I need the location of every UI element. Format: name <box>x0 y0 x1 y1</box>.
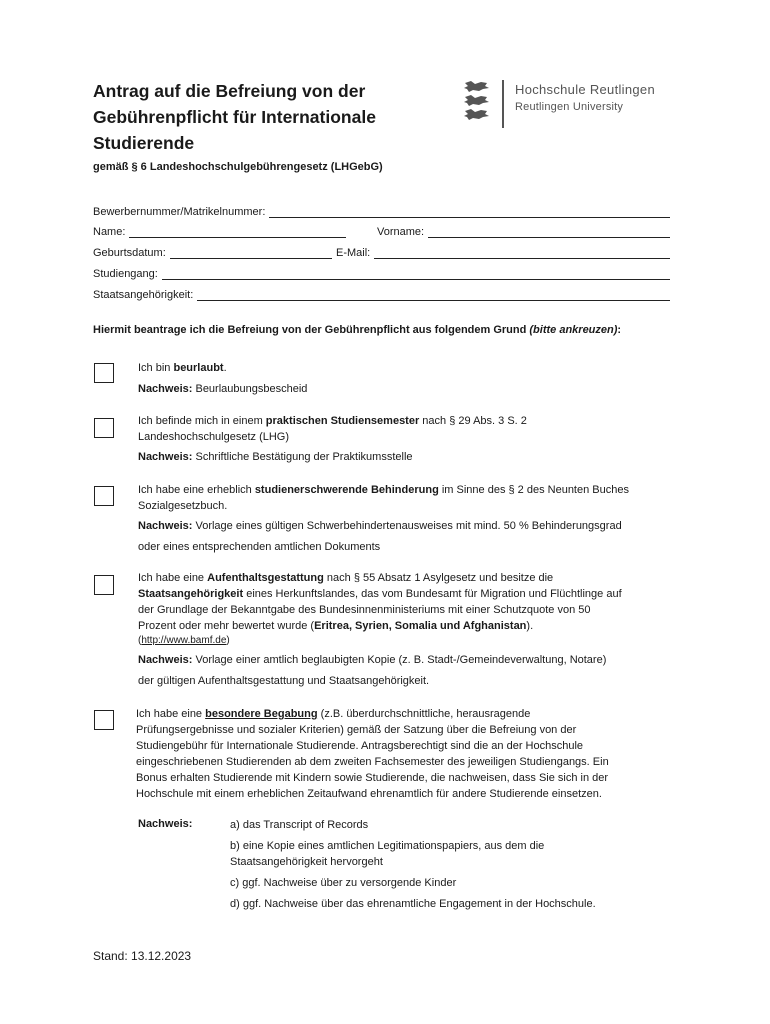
nachweis-text: Vorlage eines gültigen Schwerbehindertenausweises mit mind. 50 % Behinderungsgrad <box>192 520 622 532</box>
option-behinderung <box>138 482 678 555</box>
field-studiengang <box>93 264 670 280</box>
bewerbernummer-input-line[interactable] <box>269 205 670 218</box>
field-label: Bewerbernummer/Matrikelnummer: <box>93 206 266 218</box>
option-text: Sozialgesetzbuch. <box>138 500 228 512</box>
nachweis-label: Nachweis: <box>138 520 193 532</box>
crest-icon <box>463 80 491 127</box>
option-text: ). <box>526 620 534 632</box>
geburtsdatum-input-line[interactable] <box>170 246 332 259</box>
nachweis-label: Nachweis: <box>138 451 193 463</box>
option-bold: besondere Begabung <box>205 708 318 720</box>
option-text: Landeshochschulgesetz (LHG) <box>138 431 290 443</box>
option-bold: Aufenthaltsgestattung <box>207 572 324 584</box>
field-label: Staatsangehörigkeit: <box>93 289 194 301</box>
field-vorname <box>377 222 670 238</box>
option-text: (z.B. überdurchschnittliche, herausragende <box>317 708 531 720</box>
field-label: Geburtsdatum: <box>93 247 166 259</box>
email-input-line[interactable] <box>374 246 670 259</box>
option-text: im Sinne des § 2 des Neunten Buches <box>438 484 629 496</box>
option-text: eingeschriebenen Studierenden ab dem zweiten Fachsemester des jeweiligen Studiengangs. Ein <box>136 756 609 768</box>
nachweis-label: Nachweis: <box>138 383 193 395</box>
stand-date: Stand: 13.12.2023 <box>93 949 192 963</box>
intro-colon: : <box>617 324 622 336</box>
nachweis-item: b) eine Kopie eines amtlichen Legitimationspapiers, aus dem die <box>230 840 545 852</box>
page-title <box>93 78 433 156</box>
university-logo <box>463 80 693 130</box>
title-line: Antrag auf die Befreiung von der <box>93 81 366 101</box>
field-staatsangehoerigkeit <box>93 285 670 301</box>
title-line: Studierende <box>93 133 195 153</box>
option-text: Prüfungsergebnisse und sozialer Kriterien) gemäß der Satzung über die Befreiung von der <box>136 724 577 736</box>
option-bold: Eritrea, Syrien, Somalia und Afghanistan <box>314 620 527 632</box>
field-name <box>93 222 346 238</box>
checkbox-beurlaubt[interactable] <box>94 363 114 383</box>
option-text: Hochschule mit einem erheblichen Zeitaufwand ehrenamtlich für andere Studierende einsetzen. <box>136 788 602 800</box>
option-text: nach § 55 Absatz 1 Asylgesetz und besitze die <box>323 572 554 584</box>
nachweis-item: d) ggf. Nachweise über das ehrenamtliche Engagement in der Hochschule. <box>230 898 596 910</box>
option-text: Ich befinde mich in einem <box>138 415 266 427</box>
nachweis-item: c) ggf. Nachweise über zu versorgende Kinder <box>230 877 457 889</box>
option-begabung <box>136 706 676 802</box>
option-text: nach § 29 Abs. 3 S. 2 <box>419 415 527 427</box>
logo-divider <box>502 80 504 128</box>
option-text: Prozent oder mehr bewertet wurde ( <box>138 620 315 632</box>
option-aufenthaltsgestattung <box>138 570 678 689</box>
option-text: Ich habe eine <box>136 708 206 720</box>
logo-name: Hochschule Reutlingen <box>515 82 655 97</box>
field-bewerbernummer <box>93 202 670 218</box>
option-text: eines Herkunftslandes, das vom Bundesamt für Migration und Flüchtlinge auf <box>243 588 622 600</box>
bamf-link[interactable]: http://www.bamf.de <box>141 635 227 646</box>
field-geburtsdatum <box>93 243 332 259</box>
checkbox-aufenthaltsgestattung[interactable] <box>94 575 114 595</box>
option-text: Bonus erhalten Studierende mit Kindern sowie Studierende, die nachweisen, dass Sie sich in der <box>136 772 609 784</box>
staatsangehoerigkeit-input-line[interactable] <box>197 288 670 301</box>
nachweis-label: Nachweis: <box>138 654 193 666</box>
field-label: Name: <box>93 226 126 238</box>
option-praxissemester <box>138 413 678 465</box>
title-line: Gebührenpflicht für Internationale <box>93 107 376 127</box>
field-label: Studiengang: <box>93 268 158 280</box>
option-text: Ich habe eine erheblich <box>138 484 255 496</box>
studiengang-input-line[interactable] <box>162 267 670 280</box>
nachweis-text: oder eines entsprechenden amtlichen Dokuments <box>138 541 381 553</box>
link-paren: ) <box>226 635 230 646</box>
nachweis-text: Vorlage einer amtlich beglaubigten Kopie (z. B. Stadt-/Gemeindeverwaltung, Notare) <box>192 654 607 666</box>
option-bold: beurlaubt <box>173 362 224 374</box>
vorname-input-line[interactable] <box>428 225 670 238</box>
checkbox-begabung[interactable] <box>94 710 114 730</box>
option-beurlaubt <box>138 360 678 397</box>
option-bold: Staatsangehörigkeit <box>138 588 244 600</box>
subtitle: gemäß § 6 Landeshochschulgebührengesetz (LHGebG) <box>93 161 383 173</box>
nachweis-item: a) das Transcript of Records <box>230 819 369 831</box>
nachweis-item: Staatsangehörigkeit hervorgeht <box>230 856 383 868</box>
option-text: der Grundlage der Bekanntgabe des Bundesinnenministeriums mit einer Schutzquote von 50 <box>138 604 591 616</box>
nachweis-text: Beurlaubungsbescheid <box>192 383 308 395</box>
nachweis-text: der gültigen Aufenthaltsgestattung und Staatsangehörigkeit. <box>138 675 430 687</box>
link-paren: ( <box>138 635 142 646</box>
option-bold: studienerschwerende Behinderung <box>254 484 439 496</box>
option-text: Ich bin <box>138 362 174 374</box>
name-input-line[interactable] <box>129 225 346 238</box>
checkbox-behinderung[interactable] <box>94 486 114 506</box>
field-email <box>336 243 670 259</box>
nachweis-label: Nachweis: <box>138 818 193 830</box>
option-bold: praktischen Studiensemester <box>265 415 420 427</box>
field-label: E-Mail: <box>336 247 371 259</box>
option-text: Ich habe eine <box>138 572 208 584</box>
intro-text <box>93 324 621 336</box>
nachweis-text: Schriftliche Bestätigung der Praktikumsstelle <box>192 451 413 463</box>
option-text: Studiengebühr für Internationale Studierende. Antragsberechtigt sind die an der Hochschule <box>136 740 584 752</box>
logo-subname: Reutlingen University <box>515 101 624 113</box>
checkbox-praxissemester[interactable] <box>94 418 114 438</box>
field-label: Vorname: <box>377 226 425 238</box>
option-text: . <box>223 362 227 374</box>
intro-main: Hiermit beantrage ich die Befreiung von der Gebührenpflicht aus folgendem Grund <box>93 324 530 336</box>
intro-hint: (bitte ankreuzen) <box>529 324 618 336</box>
